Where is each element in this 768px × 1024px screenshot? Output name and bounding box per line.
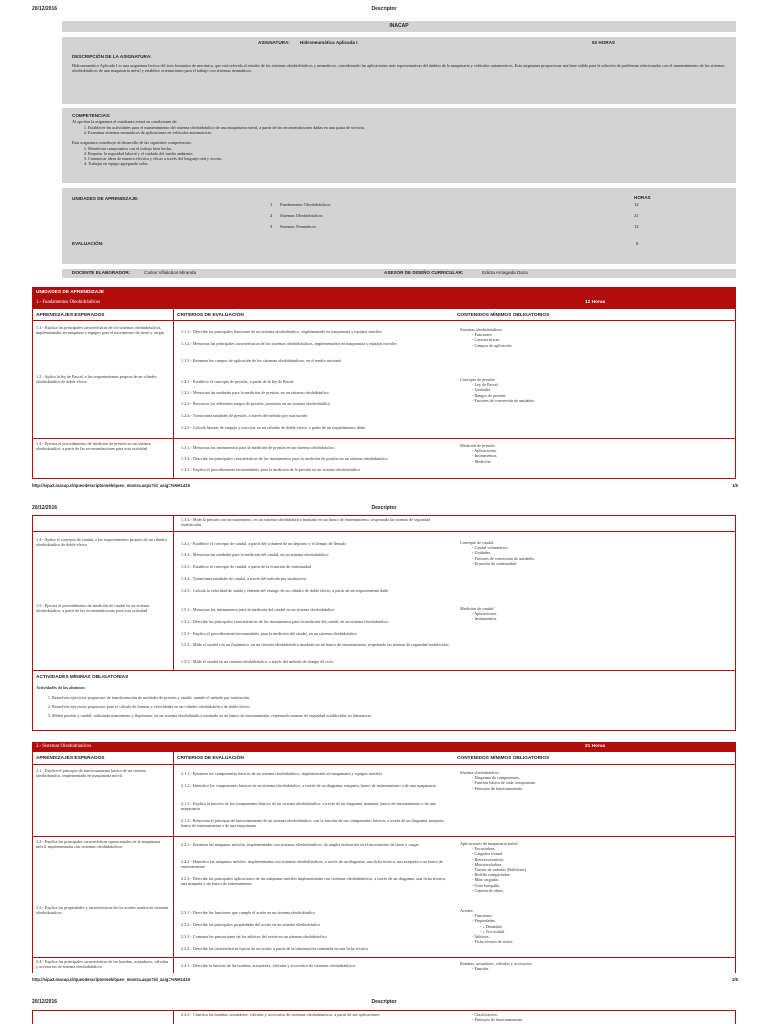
contenido-head: Bombas, actuadores, válvulas y accesorios:	[460, 961, 533, 966]
col-criterios: CRITERIOS DE EVALUACIÓN	[177, 313, 244, 318]
contenido-1-5	[460, 606, 730, 622]
criterio: 2.1.3.- Explica la función de los componentes básicos de un sistema oleohidráulico, a través de un diagrama, maqueta, banco de entrenamiento o de una maquinaria	[181, 801, 436, 812]
competencias-body	[72, 119, 722, 167]
table-border	[32, 836, 736, 837]
contenido-item: - Aplicaciones.	[472, 611, 730, 616]
contenido-item: - Principio de funcionamiento.	[472, 1017, 730, 1022]
table-section-title: UNIDADES DE APRENDIZAJE	[36, 290, 105, 295]
table-border	[735, 309, 736, 479]
header-title: Descriptor	[371, 999, 397, 1005]
contenido-item: - Funciones.	[472, 332, 730, 337]
contenido-item: - Tractor de cadenas (Bulldozer).	[472, 867, 730, 872]
contenido-item: - Instrumentos.	[472, 616, 730, 621]
criterio: 1.5.4.- Mide el caudal con un flujómetro, en un sistema oleohidráulico montado en un banco de entrenamiento, respetando las normas de seguridad establecidas	[181, 642, 449, 647]
table-border	[32, 320, 736, 321]
table-border	[735, 645, 736, 670]
table-border	[173, 645, 174, 670]
docente-label: DOCENTE ELABORADOR:	[72, 270, 131, 275]
docente-bar	[62, 269, 736, 278]
contenido-item: - Características.	[472, 337, 730, 342]
criterio: 1.3.4.- Mide la presión con un manómetro, en un sistema oleohidráulico montado en un banco de entrenamiento, respetando las normas de seguridad establecidas	[181, 517, 431, 528]
unit-name: Sistemas Neumáticos	[280, 224, 316, 229]
actividades-subtitle: Actividades de los alumnos:	[36, 685, 86, 690]
contenido-head: Concepto de presión:	[460, 377, 496, 382]
contenido-item: - Instrumentos.	[472, 453, 730, 458]
evaluacion-hours: 8	[636, 241, 639, 246]
table-border	[32, 730, 736, 731]
criterio: 1.2.5.- Calcula fuerzas de empuje y tracción, en un cilindro de doble efecto, a partir de un requerimiento dado	[181, 425, 365, 430]
aprendizaje-2-2: 2.2.- Explica las principales características operacionales de la maquinaria móvil, implementadas con sistemas oleohidráulicos	[36, 839, 161, 850]
competencia-item: 1. Manifestar compromiso con el trabajo bien hecho.	[88, 146, 722, 151]
contenido-2-4	[460, 961, 730, 971]
contenido-item: - Campos de aplicación.	[472, 343, 730, 348]
contenido-head: Medición de presión:	[460, 443, 496, 448]
criterio: 2.4.2.- Clasifica las bombas, actuadores, válvulas y accesorios de sistemas oleohidráulicos, a partir de sus aplicaciones	[181, 1012, 380, 1017]
contenido-2-3	[460, 908, 730, 944]
table-border	[32, 309, 33, 479]
asignatura-label: ASIGNATURA:	[258, 40, 290, 45]
footer-page: 1/5	[732, 483, 738, 488]
contenido-item: - Unidades.	[472, 387, 730, 392]
actividades-title: ACTIVIDADES MÍNIMAS OBLIGATORIAS	[36, 675, 129, 680]
contenido-item: - Retroexcavadora.	[472, 857, 730, 862]
contenido-1-4	[460, 540, 730, 566]
aprendizaje-1-4: 1.4.- Aplica el concepto de caudal, a los requerimientos propios de un cilindro oleohidráulico de doble efecto	[36, 537, 167, 548]
contenido-item: - Rodillo compactador.	[472, 872, 730, 877]
table-border	[735, 1010, 736, 1024]
header-title: Descriptor	[371, 505, 397, 511]
competencia-item: 2. Respetar la seguridad laboral y el cuidado del medio ambiente.	[88, 151, 722, 156]
criterio: 1.4.2.- Menciona las unidades para la medición del caudal, en un sistema oleohidráulico	[181, 552, 329, 557]
unit-number: 1	[270, 202, 273, 207]
table-border	[173, 752, 174, 973]
unidades-block	[62, 188, 736, 264]
table-border	[32, 515, 736, 516]
contenido-2-1	[460, 770, 730, 791]
contenido-item: - Función.	[472, 966, 730, 971]
contenido-subitem: - » Densidad.	[472, 924, 730, 929]
unit-hours: 12	[634, 224, 639, 229]
competencia-item: 1. Establecer las actividades para el mantenimiento del sistema oleohidráulico de una maquinaria móvil, a partir de las recomendaciones dadas en una pauta de servicio.	[88, 125, 722, 130]
table-border	[32, 764, 736, 765]
criterio: 1.3.2.- Describe las principales características de los instrumentos para la medición de presión en un sistema oleohidráulico	[181, 456, 388, 461]
criterio: 1.3.3.- Explica el procedimiento recomendado, para la medición de la presión en un sistema oleohidráulico	[181, 467, 361, 472]
table-border	[735, 752, 736, 973]
criterio: 1.2.1.- Establece el concepto de presión, a partir de la ley de Pascal	[181, 379, 294, 384]
contenido-item: - Ficha técnica de aceite.	[472, 939, 730, 944]
contenido-item: - Factores de conversión de unidades.	[472, 556, 730, 561]
aprendizaje-2-3: 2.3.- Explica las propiedades y características de los aceites usados en sistemas oleohidráulicos	[36, 905, 169, 916]
course-hours: 53 HORAS	[592, 40, 615, 45]
unit-name: Sistemas Oleohidráulicos	[280, 213, 323, 218]
institution-bar	[62, 21, 736, 32]
criterio: 1.4.5.- Calcula la velocidad de salida y entrada del vástago de un cilindro de doble efecto, a partir de un requerimiento dado	[181, 588, 389, 593]
table-border	[32, 957, 736, 958]
contenido-1-3	[460, 443, 730, 464]
contenido-head: Aceites:	[460, 908, 474, 913]
asesor-name: Edicta Arriagada Daza	[482, 270, 528, 275]
docente-name: Carlos Villalobos Miranda	[144, 270, 197, 275]
contenido-item: - Ecuación de continuidad.	[472, 561, 730, 566]
table-border	[32, 1010, 736, 1011]
contenido-item: - Cargador frontal.	[472, 851, 730, 856]
footer-url: http://sipa2.inacap.cl/queodescriptorweb/queo_mostra.aspx?id_asig=%NH1419	[32, 483, 190, 488]
table-border	[32, 531, 736, 532]
table-border	[173, 1010, 174, 1024]
footer-page: 2/5	[732, 977, 738, 982]
contenido-item: - Diagrama de componentes.	[472, 775, 730, 780]
table-border	[735, 670, 736, 730]
description-text: Hidroneumática Aplicada I es una asignatura lectiva del área formativa de mecánica, que está referida al estudio de los sistemas oleohidráulicos y neumáticos, considerando las aplicaciones más representativas del ámbito de la maquinaria y vehículos automotrices. Esta asignatura proporciona una base sólida para la solución de problemas relacionados con el mantenimiento de los sistemas oleohidráulicos de una maquinaria móvil y establece orientaciones para el trabajo con sistemas neumáticos.	[72, 63, 725, 74]
criterio: 2.1.4.- Relaciona el principio de funcionamiento de un sistema oleohidráulico, con la función de sus componentes básicos, a través de un diagrama, maqueta, banco de entrenamiento o de una maquinaria	[181, 818, 445, 829]
unit-hours: 21 Horas	[585, 744, 606, 749]
criterio: 1.1.2.- Menciona las principales características de los sistemas oleohidráulicos, implementados en maquinaria y equipos móviles	[181, 341, 397, 346]
contenido-head: Concepto de caudal:	[460, 540, 495, 545]
contenido-item: - Aplicaciones.	[472, 448, 730, 453]
header-date: 20/12/2016	[32, 999, 58, 1005]
asignatura-name: Hidroneumática Aplicada I	[300, 40, 358, 45]
actividades-list	[36, 695, 726, 719]
contenido-item: - Motoniveladora.	[472, 862, 730, 867]
contenido-item: - Caudal volumétrico.	[472, 545, 730, 550]
contenido-subitem: - » Viscosidad.	[472, 929, 730, 934]
aprendizaje-1-5: 1.5.- Ejecuta el procedimiento de medición de caudal en un sistema oleohidráulico, a partir de las recomendaciones para esta actividad	[36, 603, 150, 614]
table-border	[173, 515, 174, 645]
footer-url: http://sipa2.inacap.cl/queodescriptorweb/queo_mostra.aspx?id_asig=%NH1419	[32, 977, 190, 982]
aprendizaje-2-4: 2.4.- Explica las principales características de las bombas, actuadores, válvulas y accesorios de sistema oleohidráulicos	[36, 959, 169, 970]
criterio: 2.2.3.- Describe las principales aplicaciones de las máquinas móviles implementadas con sistemas oleohidráulicos, a través de un diagrama, una ficha técnica, una maqueta o un banco de entrenamiento	[181, 876, 446, 887]
criterio: 1.4.3.- Establece el concepto de caudal, a partir de la ecuación de continuidad	[181, 564, 311, 569]
table-border	[32, 670, 736, 671]
competencias-title: COMPETENCIAS:	[72, 113, 111, 118]
col-aprendizajes: APRENDIZAJES ESPERADOS	[36, 313, 105, 318]
criterio: 2.2.2.- Identifica las máquinas móviles, implementadas con sistemas oleohidráulicos, a través de un diagrama, una ficha técnica, una maqueta o un banco de entrenamiento	[181, 859, 443, 870]
course-info-block	[62, 37, 736, 104]
contenido-item: - Clasificación.	[472, 1012, 730, 1017]
evaluacion-label: EVALUACIÓN:	[72, 241, 104, 246]
competencia-item: 3. Comunicar ideas de manera efectiva y eficaz a través del lenguaje oral y escrito.	[88, 156, 722, 161]
horas-label: HORAS	[634, 195, 651, 200]
criterio: 1.4.1.- Establece el concepto de caudal, a partir del volumen de un depósito y el tiempo de llenado	[181, 541, 346, 546]
criterio: 2.3.4.- Describe las características típicas de un aceite, a partir de la información contenida en una ficha técnica	[181, 946, 368, 951]
unit-hours: 21	[634, 213, 639, 218]
institution-name: INACAP	[389, 23, 409, 29]
contenido-item: - Rangos de presión.	[472, 393, 730, 398]
contenido-item: - Grúa horquilla.	[472, 883, 730, 888]
col-contenidos: CONTENIDOS MÍNIMOS OBLIGATORIOS	[457, 313, 550, 318]
contenido-item: - Factores de conversión de unidades.	[472, 398, 730, 403]
unit2-header	[32, 742, 736, 752]
competencia-item: 4. Trabajar en equipo agregando valor.	[88, 161, 722, 166]
contenido-head: Aplicaciones de maquinaria móvil:	[460, 841, 519, 846]
unit-number: 2	[270, 213, 273, 218]
table-border	[32, 670, 33, 730]
contenido-2-4b	[460, 1012, 730, 1022]
table-border	[32, 515, 33, 645]
table-border	[32, 1010, 33, 1024]
unit-title: 2.- Sistemas Oleohidráulicos	[36, 744, 92, 749]
criterio: 1.5.3.- Explica el procedimiento recomendado, para la medición del caudal, en un sistema oleohidráulico	[181, 631, 357, 636]
unidades-title: UNIDADES DE APRENDIZAJE:	[72, 196, 139, 201]
competencias-block	[62, 108, 736, 183]
unit-title: 1.- Fundamentos Oleohidráulicos	[36, 300, 101, 305]
criterio: 2.1.1.- Enumera los componentes básicos de un sistema oleohidráulico, implementado en maquinaria y equipos móviles	[181, 771, 382, 776]
competencia-item: 2. Examinar sistemas neumáticos de aplicaciones en vehículos automotrices.	[88, 130, 722, 135]
header-date: 20/12/2016	[32, 6, 58, 12]
contenido-item: - Propiedades.	[472, 918, 730, 923]
criterio: 2.1.2.- Identifica los componentes básicos de un sistema oleohidráulico, a través de un diagrama, maqueta, banco de entrenamiento o de una maquinaria	[181, 783, 436, 788]
contenido-item: - Mini cargador.	[472, 877, 730, 882]
competencias-intro: Al aprobar la asignatura el estudiante estará en condiciones de:	[72, 119, 178, 124]
contenido-item: - Principio de funcionamiento.	[472, 786, 730, 791]
criterio: 1.3.1.- Menciona los instrumentos para la medición de presión en un sistema oleohidráulico	[181, 445, 335, 450]
contenido-head: Sistema oleohidráulico:	[460, 770, 500, 775]
table-border	[32, 438, 736, 439]
criterio: 2.2.1.- Enumera las máquinas móviles, implementadas con sistemas oleohidráulicos, de amplia utilización en el movimiento de tierra y cargas	[181, 842, 419, 847]
actividad-item: 2. Resuelven ejercicios propuestos para el cálculo de fuerzas y velocidades en un cilindro oleohidráulico de doble efecto.	[52, 704, 726, 709]
actividad-item: 1. Resuelven ejercicios propuestos de transformación de unidades de presión y caudal, usando el método por sustitución.	[52, 695, 726, 700]
asesor-label: ASESOR DE DISEÑO CURRICULAR:	[384, 270, 464, 275]
unit-name: Fundamentos Oleohidráulicos	[280, 202, 331, 207]
col-contenidos: CONTENIDOS MÍNIMOS OBLIGATORIOS	[457, 756, 550, 761]
contenido-item: - Unidades.	[472, 550, 730, 555]
criterio: 2.3.3.- Comenta las prestaciones de los aditivos del aceite en un sistema oleohidráulico	[181, 934, 327, 939]
contenido-item: - Ley de Pascal.	[472, 382, 730, 387]
table-border	[173, 309, 174, 479]
criterio: 1.5.5.- Mide el caudal en un sistema oleohidráulico, a través del método de tiempo de ciclo	[181, 659, 334, 664]
contenido-item: - Excavadora.	[472, 846, 730, 851]
contenido-1-2	[460, 377, 730, 403]
actividad-item: 3. Miden presión y caudal, utilizando manómetro y flujómetro, en un sistema oleohidráulico montado en un banco de entrenamiento, respetando normas de seguridad establecidas en laboratorio.	[52, 713, 726, 718]
col-criterios: CRITERIOS DE EVALUACIÓN	[177, 756, 244, 761]
unidades-table-header	[32, 287, 736, 309]
description-title: DESCRIPCIÓN DE LA ASIGNATURA:	[72, 54, 152, 59]
criterio: 1.1.1.- Describe las principales funciones de un sistema oleohidráulico, implementado en maquinaria y equipos móviles	[181, 329, 382, 334]
unit-number: 3	[270, 224, 273, 229]
unit-hours: 12 Horas	[585, 300, 606, 305]
contenido-head: Medición de caudal:	[460, 606, 495, 611]
contenido-item: - Función básica de cada componente.	[472, 780, 730, 785]
criterio: 1.5.2.- Describe las principales características de los instrumentos para la medición del caudal, en un sistema oleohidráulico	[181, 619, 389, 624]
criterio: 2.3.1.- Describe las funciones que cumple el aceite en un sistema oleohidráulico	[181, 910, 316, 915]
col-aprendizajes: APRENDIZAJES ESPERADOS	[36, 756, 105, 761]
contenido-item: - Aditivos.	[472, 934, 730, 939]
criterio: 1.4.4.- Transforma unidades de caudal, a través del método por sustitución	[181, 576, 306, 581]
contenido-item: - Funciones.	[472, 913, 730, 918]
criterio: 1.5.1.- Menciona los instrumentos para la medición del caudal en un sistema oleohidráulico	[181, 607, 335, 612]
header-date: 20/12/2016	[32, 505, 58, 511]
table-border	[32, 478, 736, 479]
contenido-item: - Camión de obras.	[472, 888, 730, 893]
competencias-intro2: Esta asignatura contribuye al desarrollo de las siguientes competencias:	[72, 139, 192, 145]
contenido-item: - Medición.	[472, 459, 730, 464]
aprendizaje-1-1: 1.1.- Explica las principales características de los sistemas oleohidráulicos, implementados en máquinas y equipos para el movimiento de tierra y cargas	[36, 325, 165, 336]
criterio: 2.3.2.- Describe las principales propiedades del aceite en un sistema oleohidráulico	[181, 922, 321, 927]
aprendizaje-1-3: 1.3.- Ejecuta el procedimiento de medición de presión en un sistema oleohidráulico, a partir de las recomendaciones para esta actividad	[36, 441, 151, 452]
criterio: 1.1.3.- Enumera los campos de aplicación de los sistemas oleohidráulicos, en el medio nacional	[181, 358, 341, 363]
table-border	[32, 752, 33, 973]
criterio: 2.4.1.- Describe la función de las bombas, actuadores, válvulas y accesorios de sistemas oleohidráulicos	[181, 963, 356, 968]
aprendizaje-1-2: 1.2.- Aplica la ley de Pascal, a los requerimientos propios de un cilindro oleohidráulico de doble efecto	[36, 374, 157, 385]
contenido-1-1	[460, 327, 730, 348]
header-title: Descriptor	[371, 6, 397, 12]
aprendizaje-2-1: 2.1.- Explica el principio de funcionamiento básico de un sistema oleohidráulico, implementado en maquinaria móvil	[36, 768, 146, 779]
contenido-2-2	[460, 841, 730, 893]
unit-hours: 12	[634, 202, 639, 207]
criterio: 1.2.3.- Reconoce los diferentes rangos de presión, presentes en un sistema oleohidráulico	[181, 401, 331, 406]
table-border	[32, 645, 33, 670]
table-border	[735, 515, 736, 645]
contenido-head: Sistemas oleohidráulicos:	[460, 327, 503, 332]
criterio: 1.2.2.- Menciona las unidades para la medición de presión, en un sistema oleohidráulico	[181, 390, 329, 395]
criterio: 1.2.4.- Transforma unidades de presión, a través del método por sustitución	[181, 413, 308, 418]
